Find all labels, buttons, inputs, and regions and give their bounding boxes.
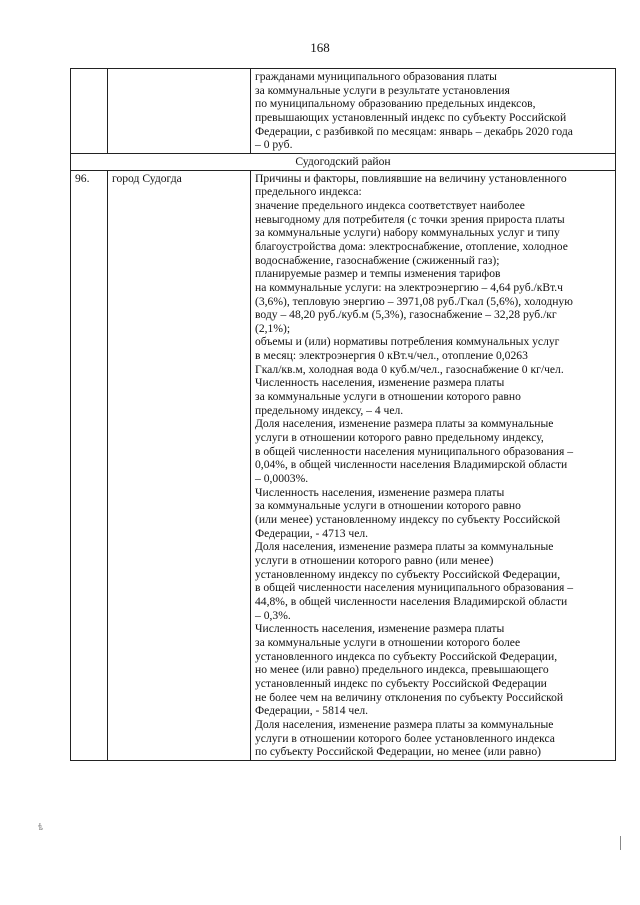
text-line: – 0 руб. [255, 138, 293, 152]
text-line: установленный индекс по субъекту Российской Федерации [255, 676, 547, 690]
text-line: установленному индексу по субъекту Российской Федерации, [255, 567, 561, 581]
scan-edge-mark [620, 836, 621, 850]
text-line: по субъекту Российской Федерации, но менее (или равно) [255, 745, 541, 759]
region-header: Судогодский район [71, 153, 616, 170]
text-line: Федерации, с разбивкой по месяцам: январь – декабрь 2020 года [255, 124, 573, 138]
text-line: объемы и (или) нормативы потребления коммунальных услуг [255, 335, 560, 349]
text-line: за коммунальные услуги) набору коммунальных услуг и типу [255, 226, 560, 240]
text-line: планируемые размер и темпы изменения тарифов [255, 267, 501, 281]
text-line: Федерации, - 4713 чел. [255, 526, 369, 540]
text-line: благоустройства дома: электроснабжение, отопление, холодное [255, 239, 568, 253]
text-line: значение предельного индекса соответствует наиболее [255, 198, 525, 212]
text-line: за коммунальные услуги в отношении которого равно [255, 390, 521, 404]
text-line: Доля населения, изменение размера платы за коммунальные [255, 540, 554, 554]
text-line: 44,8%, в общей численности населения Владимирской области [255, 594, 568, 608]
text-line: (или менее) установленному индексу по субъекту Российской [255, 513, 561, 526]
table-row-continued [71, 69, 616, 154]
text-line: – 0,0003%. [255, 472, 309, 486]
text-line: (2,1%); [255, 321, 291, 335]
text-line: Доля населения, изменение размера платы за коммунальные [255, 417, 554, 431]
row-number-cell: 96. [71, 170, 108, 760]
text-line: гражданами муниципального образования платы [255, 70, 497, 83]
margin-mark: ѣ [38, 822, 43, 832]
text-line: за коммунальные услуги в отношении которого равно [255, 499, 521, 513]
description-cell [251, 170, 616, 760]
text-line: невыгодному для потребителя (с точки зрения прироста платы [255, 212, 565, 226]
text-line: на коммунальные услуги: на электроэнергию – 4,64 руб./кВт.ч [255, 280, 563, 294]
page-number: 168 [310, 40, 330, 55]
text-line: Гкал/кв.м, холодная вода 0 куб.м/чел., газоснабжение 0 кг/чел. [255, 362, 564, 376]
text-line: услуги в отношении которого равно (или менее) [255, 553, 494, 567]
document-table [70, 68, 616, 761]
row-number-cell [71, 69, 108, 154]
text-line: Причины и факторы, повлиявшие на величину установленного [255, 171, 567, 185]
text-line: Численность населения, изменение размера платы [255, 485, 505, 499]
text-line: в месяц: электроэнергия 0 кВт.ч/чел., отопление 0,0263 [255, 349, 528, 363]
description-cell [251, 69, 616, 154]
text-line: но менее (или равно) предельного индекса, превышающего [255, 663, 549, 677]
text-line: не более чем на величину отклонения по субъекту Российской [255, 690, 564, 704]
table-row-96 [71, 170, 616, 760]
text-line: водоснабжение, газоснабжение (сжиженный газ); [255, 253, 500, 267]
municipality-cell: город Судогда [108, 170, 251, 760]
text-line: Численность населения, изменение размера платы [255, 622, 505, 636]
text-line: за коммунальные услуги в отношении которого более [255, 635, 521, 649]
text-line: – 0,3%. [255, 608, 291, 622]
text-line: предельного индекса: [255, 185, 362, 199]
text-line: по муниципальному образованию предельных индексов, [255, 97, 536, 111]
text-line: в общей численности населения муниципального образования – [255, 444, 574, 458]
text-line: превышающих установленный индекс по субъекту Российской [255, 110, 567, 124]
region-header-row [71, 153, 616, 170]
text-line: за коммунальные услуги в результате установления [255, 83, 510, 97]
text-line: предельному индексу, – 4 чел. [255, 403, 404, 417]
text-line: в общей численности населения муниципального образования – [255, 581, 574, 595]
text-line: установленного индекса по субъекту Российской Федерации, [255, 649, 558, 663]
text-line: (3,6%), тепловую энергию – 3971,08 руб./Гкал (5,6%), холодную [255, 294, 573, 308]
text-line: услуги в отношении которого более установленного индекса [255, 731, 555, 745]
text-line: воду – 48,20 руб./куб.м (5,3%), газоснабжение – 32,28 руб./кг [255, 308, 557, 322]
municipality-cell [108, 69, 251, 154]
text-line: услуги в отношении которого равно предельному индексу, [255, 431, 544, 445]
text-line: Федерации, - 5814 чел. [255, 704, 369, 718]
text-line: Доля населения, изменение размера платы за коммунальные [255, 717, 554, 731]
text-line: 0,04%, в общей численности населения Владимирской области [255, 458, 568, 472]
text-line: Численность населения, изменение размера платы [255, 376, 505, 390]
